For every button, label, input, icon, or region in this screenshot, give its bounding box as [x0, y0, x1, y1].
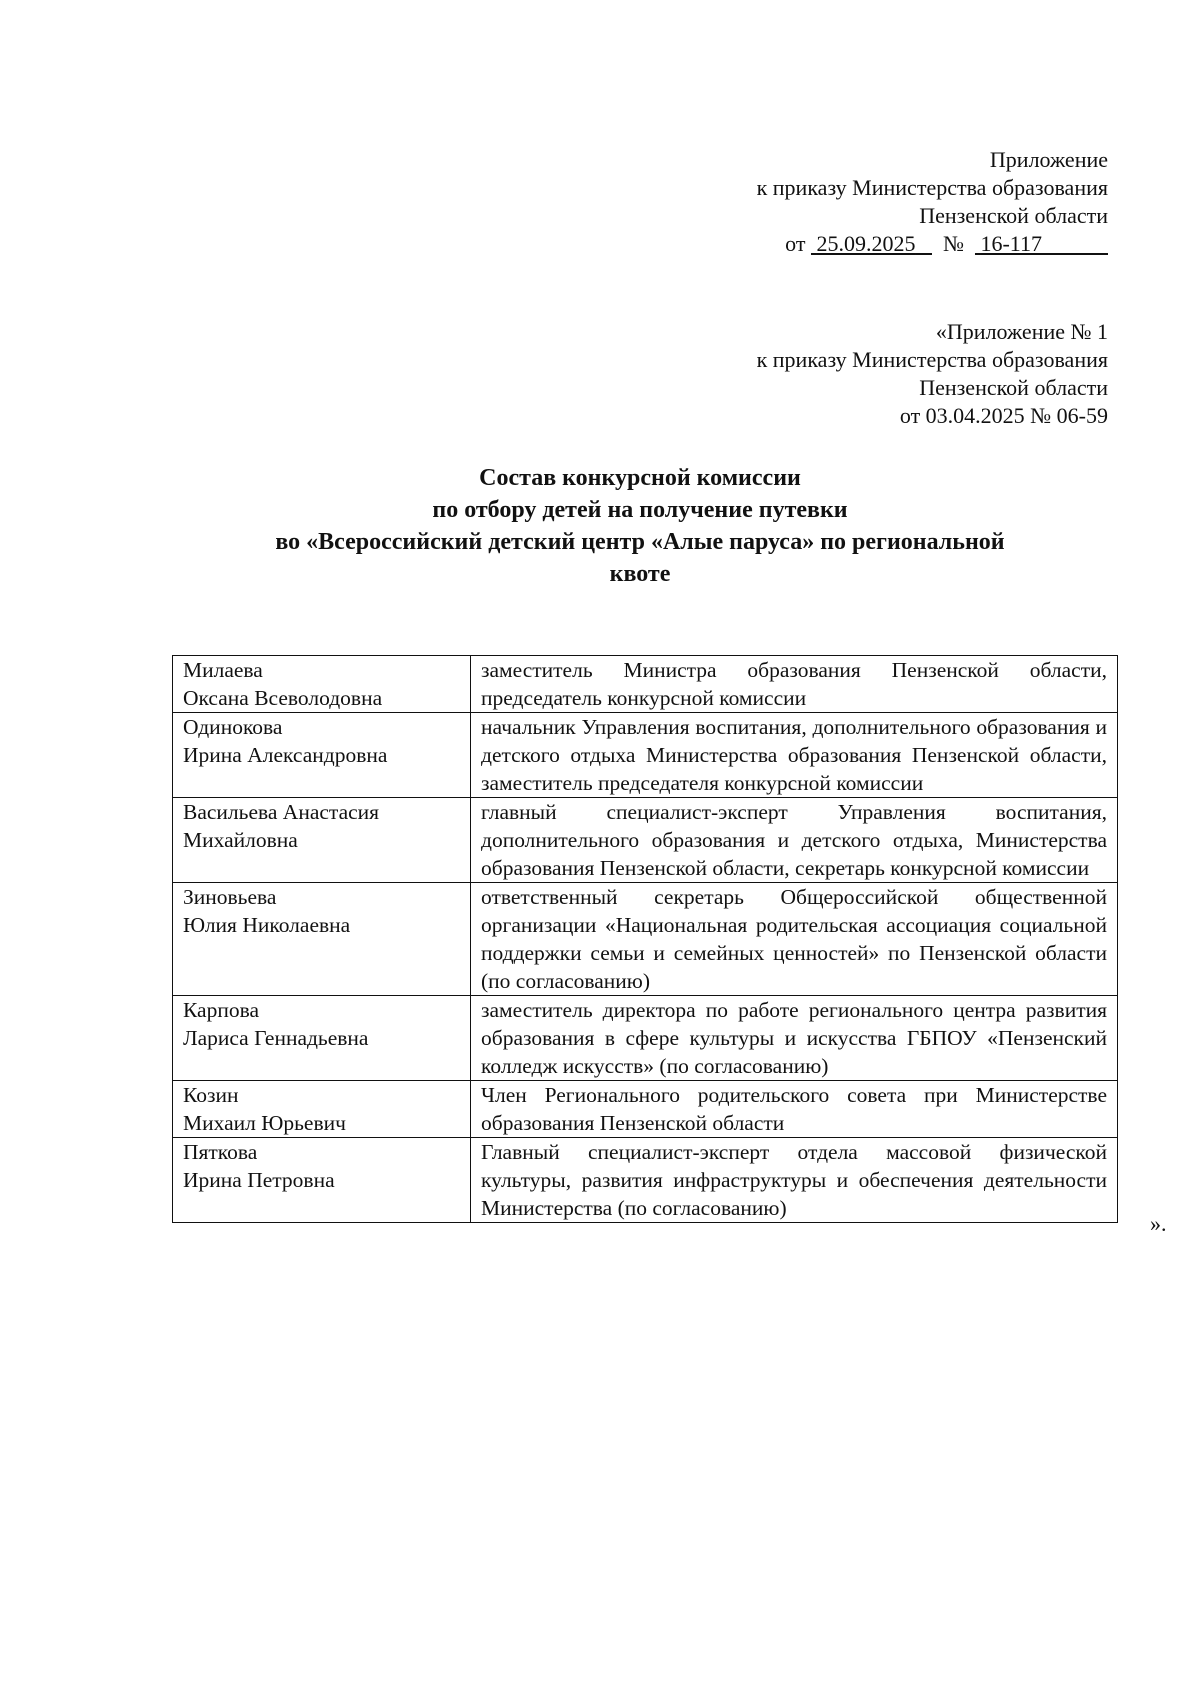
member-surname: Пяткова: [183, 1140, 258, 1164]
original-region-line: Пензенской области: [919, 375, 1108, 400]
commission-members-table: [172, 655, 1118, 1223]
member-role-cell: главный специалист-эксперт Управления воспитания, дополнительного образования и детского отдыха, Министерства образования Пензенской области, секретарь конкурсной комиссии: [471, 798, 1118, 883]
order-ministry-line: к приказу Министерства образования: [756, 175, 1108, 200]
table-row: [173, 996, 1118, 1081]
closing-quote: ».: [1150, 1211, 1167, 1236]
appendix-label: Приложение: [989, 147, 1108, 172]
appendix-header: [757, 146, 1108, 258]
table-row: [173, 1081, 1118, 1138]
document-title: [160, 462, 1120, 590]
region-line: Пензенской области: [919, 203, 1108, 228]
title-line-3: во «Всероссийский детский центр «Алые паруса» по региональной: [275, 529, 1005, 555]
member-given-names: Михайловна: [183, 828, 298, 852]
title-line-4: квоте: [609, 561, 671, 587]
member-surname: Карпова: [183, 998, 260, 1022]
member-given-names: Михаил Юрьевич: [183, 1111, 346, 1135]
number-sign: №: [942, 231, 964, 256]
order-number: 16-117: [980, 231, 1042, 256]
table-row: [173, 1138, 1118, 1223]
original-order-date-line: от 03.04.2025 № 06-59: [899, 403, 1108, 428]
table-row: [173, 656, 1118, 713]
member-name-cell: [173, 1138, 471, 1223]
order-date: 25.09.2025: [816, 231, 916, 256]
member-name-cell: [173, 713, 471, 798]
from-label: от: [785, 231, 806, 256]
table-row: [173, 883, 1118, 996]
member-name-cell: [173, 798, 471, 883]
title-line-1: Состав конкурсной комиссии: [479, 465, 801, 491]
member-given-names: Ирина Александровна: [183, 743, 388, 767]
member-name-cell: [173, 996, 471, 1081]
original-order-ministry-line: к приказу Министерства образования: [756, 347, 1108, 372]
member-name-cell: [173, 656, 471, 713]
member-surname: Васильева Анастасия: [183, 800, 380, 824]
member-role-cell: заместитель директора по работе регионального центра развития образования в сфере культуры и искусства ГБПОУ «Пензенский колледж искусств» (по согласованию): [471, 996, 1118, 1081]
member-name-cell: [173, 883, 471, 996]
member-role-cell: Главный специалист-эксперт отдела массовой физической культуры, развития инфраструктуры и обеспечения деятельности Министерства (по согласованию): [471, 1138, 1118, 1223]
title-line-2: по отбору детей на получение путевки: [432, 497, 848, 523]
original-appendix-label: «Приложение № 1: [935, 319, 1108, 344]
member-role-cell: Член Регионального родительского совета при Министерстве образования Пензенской области: [471, 1081, 1118, 1138]
member-role-cell: заместитель Министра образования Пензенской области, председатель конкурсной комиссии: [471, 656, 1118, 713]
member-name-cell: [173, 1081, 471, 1138]
member-surname: Козин: [183, 1083, 239, 1107]
member-given-names: Ирина Петровна: [183, 1168, 335, 1192]
member-surname: Одинокова: [183, 715, 283, 739]
member-given-names: Оксана Всеволодовна: [183, 686, 383, 710]
original-appendix-header: [757, 318, 1108, 430]
order-date-number-line: [757, 230, 1108, 258]
member-surname: Зиновьева: [183, 885, 277, 909]
table-row: [173, 798, 1118, 883]
member-given-names: Лариса Геннадьевна: [183, 1026, 369, 1050]
member-role-cell: ответственный секретарь Общероссийской общественной организации «Национальная родительская ассоциация социальной поддержки семьи и семейных ценностей» по Пензенской области (по согласованию): [471, 883, 1118, 996]
member-role-cell: начальник Управления воспитания, дополнительного образования и детского отдыха Министерства образования Пензенской области, заместитель председателя конкурсной комиссии: [471, 713, 1118, 798]
member-given-names: Юлия Николаевна: [183, 913, 351, 937]
table-row: [173, 713, 1118, 798]
member-surname: Милаева: [183, 658, 263, 682]
